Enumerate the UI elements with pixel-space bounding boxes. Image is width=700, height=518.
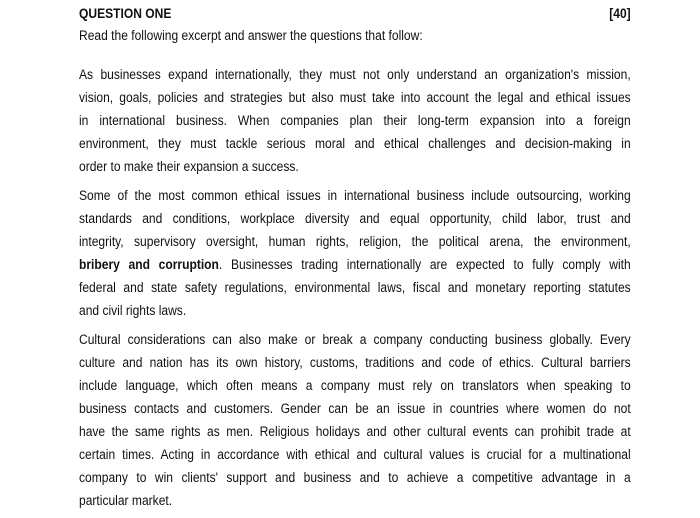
question-marks: [40] xyxy=(609,6,631,21)
text-line: vision, goals, policies and strategies but also must take into account the legal and ethical issues xyxy=(79,90,631,105)
text-line: business contacts and customers. Gender can be an issue in countries where women do not xyxy=(79,401,631,416)
text-line: culture and nation has its own history, customs, traditions and code of ethics. Cultural barriers xyxy=(79,355,631,370)
text-line: Cultural considerations can also make or break a company conducting business globally. Every xyxy=(79,332,631,347)
question-header xyxy=(79,3,631,25)
instructions: Read the following excerpt and answer the questions that follow: xyxy=(79,28,423,43)
text-line xyxy=(79,253,631,276)
text-segment: . Businesses trading internationally are expected to fully comply with xyxy=(218,257,631,272)
paragraph-1 xyxy=(79,63,631,178)
paragraph-2 xyxy=(79,184,631,322)
document-page xyxy=(79,3,631,518)
text-line: environment, they must tackle serious moral and ethical challenges and decision-making in xyxy=(79,136,631,151)
text-line: and civil rights laws. xyxy=(79,303,187,318)
text-line: certain times. Acting in accordance with ethical and cultural values is crucial for a multinational xyxy=(79,447,631,462)
text-line: company to win clients' support and business and to achieve a competitive advantage in a xyxy=(79,470,631,485)
text-line: Some of the most common ethical issues in international business include outsourcing, working xyxy=(79,188,631,203)
text-line: in international business. When companies plan their long-term expansion into a foreign xyxy=(79,113,631,128)
text-line: include language, which often means a company must rely on translators when speaking to xyxy=(79,378,631,393)
text-line: have the same rights as men. Religious holidays and other cultural events can prohibit trade at xyxy=(79,424,631,439)
paragraph-3 xyxy=(79,328,631,512)
text-line: integrity, supervisory oversight, human rights, religion, the political arena, the environment, xyxy=(79,234,631,249)
question-title: QUESTION ONE xyxy=(79,6,172,21)
bold-phrase: bribery and corruption xyxy=(79,257,219,272)
text-line: federal and state safety regulations, environmental laws, fiscal and monetary reporting statutes xyxy=(79,280,631,295)
text-line: standards and conditions, workplace diversity and equal opportunity, child labor, trust and xyxy=(79,211,631,226)
text-line: As businesses expand internationally, they must not only understand an organization's mission, xyxy=(79,67,631,82)
text-line: order to make their expansion a success. xyxy=(79,159,299,174)
text-line: particular market. xyxy=(79,493,173,508)
